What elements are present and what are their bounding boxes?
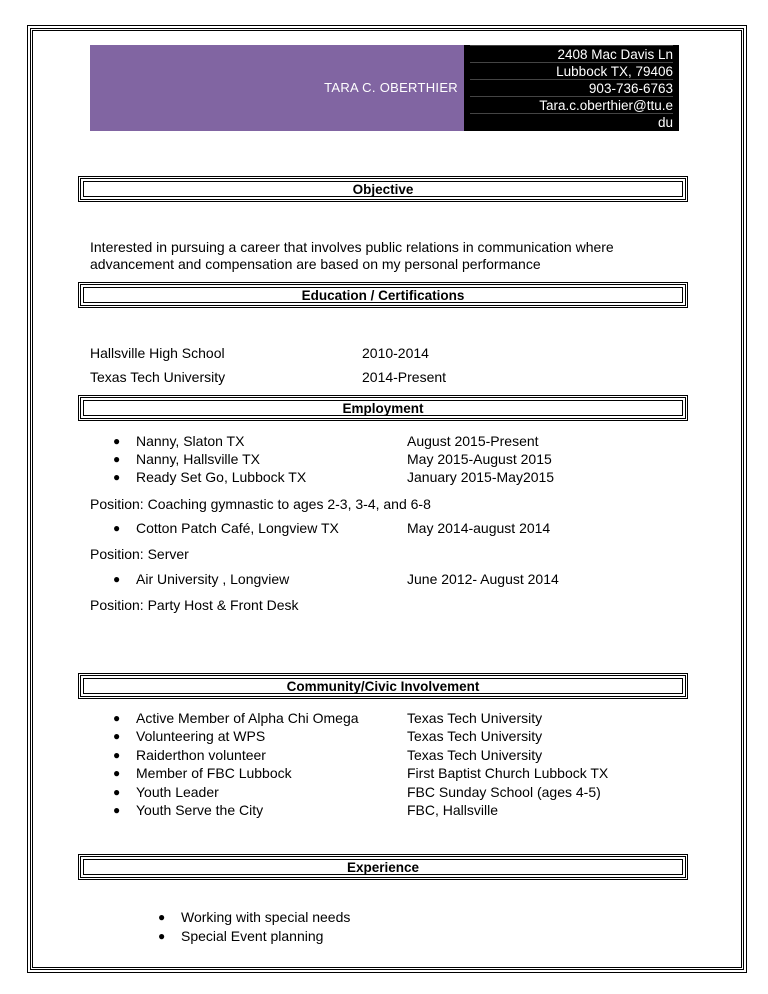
job-date: May 2014-august 2014 [407,520,551,536]
contact-email-line2: du [470,113,673,131]
community-activity: Youth Serve the City [136,802,264,818]
community-org: Texas Tech University [407,710,543,726]
job-date: June 2012- August 2014 [407,571,559,587]
contact-address-line1: 2408 Mac Davis Ln [470,45,673,63]
community-org: FBC Sunday School (ages 4-5) [407,784,601,800]
education-school: Texas Tech University [90,369,226,385]
bullet-icon: ● [113,521,121,535]
bullet-icon: ● [113,748,121,762]
section-title-employment: Employment [342,401,424,416]
job-position: Position: Party Host & Front Desk [90,597,299,613]
bullet-icon: ● [113,572,121,586]
job-name: Cotton Patch Café, Longview TX [136,520,339,536]
section-experience [78,854,688,880]
bullet-icon: ● [113,803,121,817]
job-name: Air University , Longview [136,571,290,587]
section-employment [78,395,688,421]
bullet-icon: ● [113,434,121,448]
bullet-icon: ● [113,711,121,725]
contact-email-line1: Tara.c.oberthier@ttu.e [470,96,673,114]
bullet-icon: ● [158,929,166,943]
objective-text-line1: Interested in pursuing a career that involves public relations in communication where [90,239,614,255]
section-community [78,673,688,699]
experience-item: Special Event planning [181,928,324,944]
section-objective [78,176,688,202]
community-org: First Baptist Church Lubbock TX [407,765,609,781]
resume-name: TARA C. OBERTHIER [324,80,458,95]
contact-address-line2: Lubbock TX, 79406 [470,62,673,80]
community-activity: Active Member of Alpha Chi Omega [136,710,359,726]
bullet-icon: ● [158,910,166,924]
section-title-education: Education / Certifications [301,288,465,303]
community-activity: Volunteering at WPS [136,728,266,744]
community-activity: Member of FBC Lubbock [136,765,292,781]
education-years: 2010-2014 [362,345,429,361]
job-position: Position: Coaching gymnastic to ages 2-3, 3-4, and 6-8 [90,496,431,512]
contact-phone: 903-736-6763 [470,79,673,97]
job-name: Nanny, Slaton TX [136,433,245,449]
community-org: Texas Tech University [407,747,543,763]
bullet-icon: ● [113,766,121,780]
section-title-experience: Experience [346,860,420,875]
job-date: May 2015-August 2015 [407,451,552,467]
bullet-icon: ● [113,729,121,743]
section-title-objective: Objective [352,182,414,197]
community-org: Texas Tech University [407,728,543,744]
section-education [78,282,688,308]
job-name: Ready Set Go, Lubbock TX [136,469,307,485]
section-title-community: Community/Civic Involvement [286,679,480,694]
bullet-icon: ● [113,785,121,799]
experience-item: Working with special needs [181,909,351,925]
objective-text-line2: advancement and compensation are based on my personal performance [90,256,541,272]
community-activity: Raiderthon volunteer [136,747,266,763]
job-date: January 2015-May2015 [407,469,555,485]
community-org: FBC, Hallsville [407,802,499,818]
job-position: Position: Server [90,546,189,562]
bullet-icon: ● [113,470,121,484]
bullet-icon: ● [113,452,121,466]
education-school: Hallsville High School [90,345,225,361]
education-years: 2014-Present [362,369,447,385]
job-date: August 2015-Present [407,433,539,449]
community-activity: Youth Leader [136,784,219,800]
job-name: Nanny, Hallsville TX [136,451,260,467]
